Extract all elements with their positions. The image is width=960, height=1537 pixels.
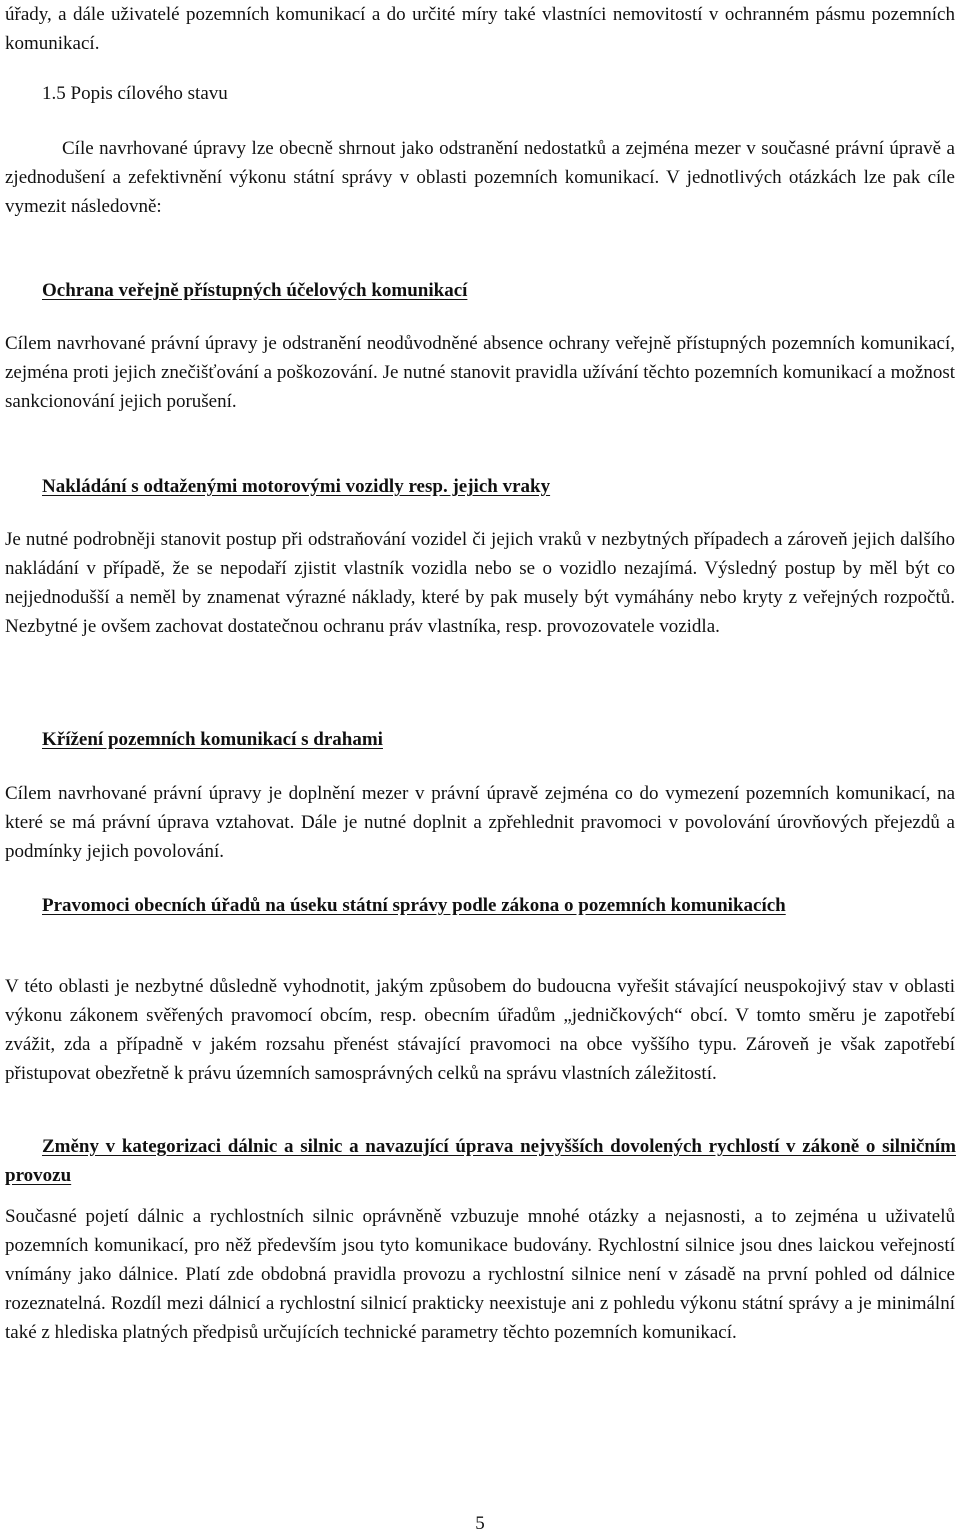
topic-paragraph: Cílem navrhované právní úpravy je doplnění mezer v právní úpravě zejména co do vymezení pozemních komunikací, na které se má právní úprava vztahovat. Dále je nutné doplnit a zpřehlednit pravomoci v povolování úrovňových přejezdů a podmínky jejich povolování. (5, 783, 955, 862)
topic-heading: Ochrana veřejně přístupných účelových komunikací (42, 280, 468, 301)
topic-heading: Pravomoci obecních úřadů na úseku státní správy podle zákona o pozemních komunikacích (42, 895, 786, 916)
topic-paragraph: Je nutné podrobněji stanovit postup při odstraňování vozidel či jejich vraků v nezbytných případech a zároveň jejich dalšího nakládání v případě, že se nepodaří zjistit vlastník vozidla nebo se o vozidlo nezajímá. Výsledný postup by měl být co nejjednodušší a neměl by znamenat výrazné náklady, které by pak musely být vymáhány nebo kryty z veřejných rozpočtů. Nezbytné je ovšem zachovat dostatečnou ochranu práv vlastníka, resp. provozovatele vozidla. (5, 529, 955, 637)
topic-heading: Křížení pozemních komunikací s drahami (42, 729, 383, 750)
topic-paragraph: Současné pojetí dálnic a rychlostních silnic oprávněně vzbuzuje mnohé otázky a nejasnosti, a to zejména u uživatelů pozemních komunikací, pro něž především jsou tyto komunikace budovány. Rychlostní silnice jsou dnes laickou veřejností vnímány jako dálnice. Platí zde obdobná pravidla provozu a rychlostní silnice není v zásadě na první pohled od dálnice rozeznatelná. Rozdíl mezi dálnicí a rychlostní silnicí prakticky neexistuje ani z pohledu výkonu státní správy a je minimální také z hlediska platných předpisů určujících technické parametry těchto pozemních komunikací. (5, 1206, 955, 1343)
page-number: 5 (475, 1513, 485, 1534)
section-title: 1.5 Popis cílového stavu (42, 83, 228, 104)
topic-paragraph: V této oblasti je nezbytné důsledně vyhodnotit, jakým způsobem do budoucna vyřešit stávající neuspokojivý stav v oblasti výkonu zákonem svěřených pravomocí obcím, resp. obecním úřadům „jedničkových“ obcí. V tomto směru je zapotřebí zvážit, zda a případně v jakém rozsahu přenést stávající pravomoci na obce vyššího typu. Zároveň je však zapotřebí přistupovat obezřetně k právu územních samosprávných celků na správu vlastních záležitostí. (5, 976, 955, 1084)
intro-paragraph: úřady, a dále uživatelé pozemních komunikací a do určité míry také vlastníci nemovitostí v ochranném pásmu pozemních komunikací. (5, 4, 955, 54)
section-paragraph: Cíle navrhované úpravy lze obecně shrnout jako odstranění nedostatků a zejména mezer v současné právní úpravě a zjednodušení a zefektivnění výkonu státní správy v oblasti pozemních komunikací. V jednotlivých otázkách lze pak cíle vymezit následovně: (5, 138, 955, 217)
topic-heading: Nakládání s odtaženými motorovými vozidly resp. jejich vraky (42, 476, 551, 497)
topic-heading: Změny v kategorizaci dálnic a silnic a navazující úprava nejvyšších dovolených rychlostí v zákoně o silničním provozu (5, 1136, 956, 1186)
topic-paragraph: Cílem navrhované právní úpravy je odstranění neodůvodněné absence ochrany veřejně přístupných pozemních komunikací, zejména proti jejich znečišťování a poškozování. Je nutné stanovit pravidla užívání těchto pozemních komunikací a možnost sankcionování jejich porušení. (5, 333, 955, 412)
